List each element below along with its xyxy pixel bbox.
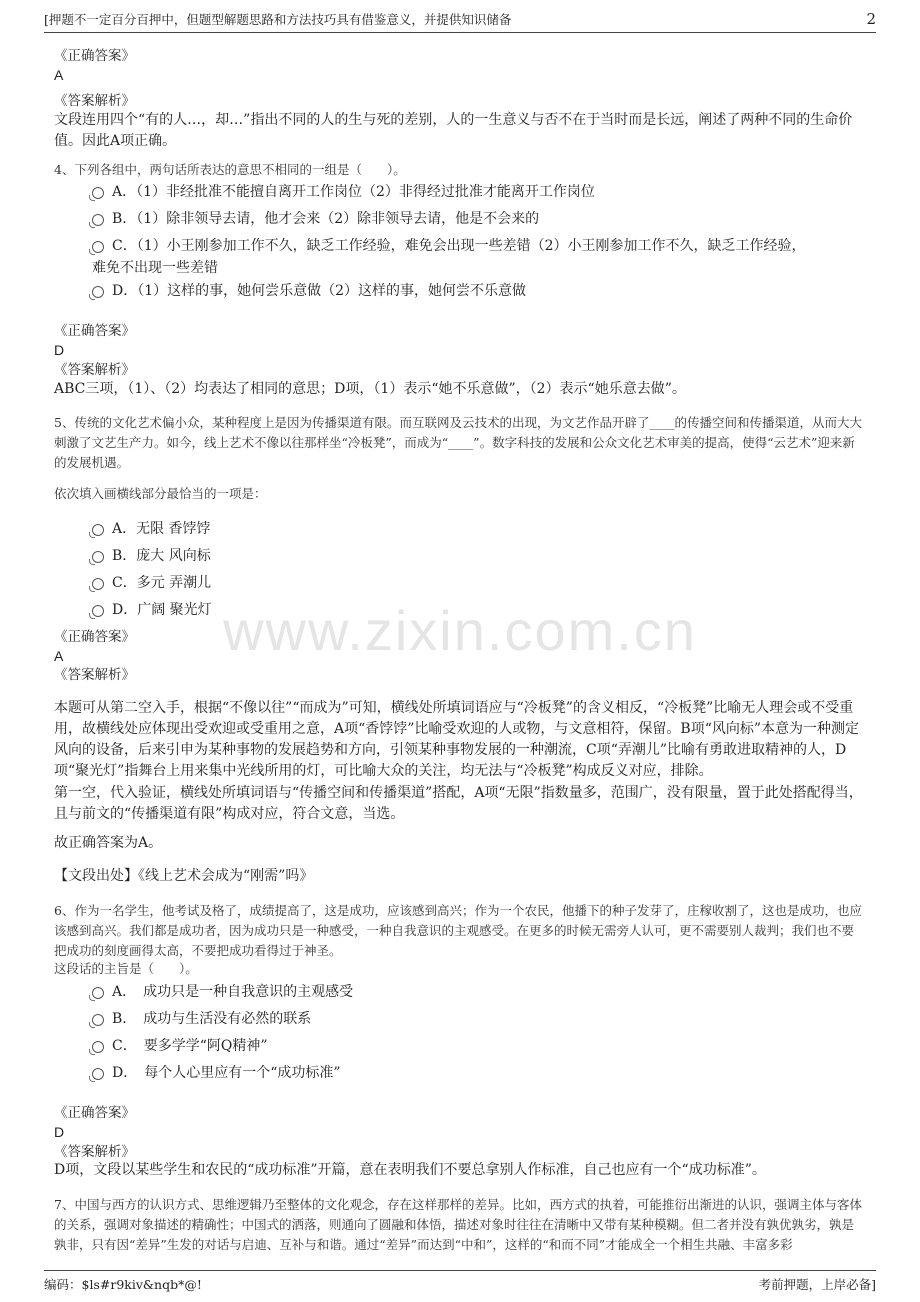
q5-correct-answer: A: [54, 648, 64, 664]
q6-explain-label: 《答案解析》: [54, 1144, 135, 1160]
footer-code: 编码：$ls#r9kiv&nqb*@!: [44, 1277, 202, 1292]
radio-icon[interactable]: [92, 1041, 104, 1053]
q5-question: 5、传统的文化艺术偏小众，某种程度上是因为传播渠道有限。而互联网及云技术的出现，为文艺作品开辟了____的传播空间和传播渠道，从而大大刺激了文艺生产力。如今，线上艺术不像以往那样坐“冷板凳”，而成为“____”。数字科技的发展和公众文化艺术审美的提高，使得“云艺术”迎来新的发展机遇。: [54, 415, 862, 470]
q5-source: 【文段出处】《线上艺术会成为“刚需”吗》: [54, 868, 314, 884]
q4-correct-label: 《正确答案》: [54, 323, 135, 339]
q6-prompt: 这段话的主旨是（ ）。: [54, 961, 198, 976]
q3-correct-label: 《正确答案》: [54, 48, 135, 64]
footer-slogan: 考前押题，上岸必备]: [758, 1277, 876, 1292]
q4-option-c[interactable]: C．（1）小王刚参加工作不久，缺乏工作经验，难免会出现一些差错（2）小王刚参加工作不久，缺乏工作经验，: [92, 235, 872, 257]
radio-icon[interactable]: [92, 1014, 104, 1026]
radio-icon[interactable]: [92, 187, 104, 199]
q5-explanation-3: 故正确答案为A。: [54, 835, 163, 851]
q6-question: 6、作为一名学生，他考试及格了，成绩提高了，这是成功，应该感到高兴；作为一个农民，他播下的种子发芽了，庄稼收割了，这也是成功，也应该感到高兴。我们都是成功者，因为成功只是一种感受，一种自我意识的主观感受。在更多的时候无需旁人认可，更不需要别人裁判；我们也不要把成功的刻度画得太高，不要把成功看得过于神圣。: [54, 903, 862, 958]
page-number: 2: [866, 10, 876, 28]
q6-option-d[interactable]: D． 每个人心里应有一个“成功标准”: [92, 1062, 872, 1084]
q6-option-c[interactable]: C． 要多学学“阿Q精神”: [92, 1035, 872, 1057]
q4-option-d[interactable]: D．（1）这样的事，她何尝乐意做（2）这样的事，她何尝不乐意做: [92, 280, 872, 302]
radio-icon[interactable]: [92, 524, 104, 536]
radio-icon[interactable]: [92, 241, 104, 253]
radio-icon[interactable]: [92, 286, 104, 298]
q5-explanation-1: 本题可从第二空入手，根据“不像以往”“而成为”可知，横线处所填词语应与“冷板凳”的含义相反，“冷板凳”比喻无人理会或不受重用，故横线处应体现出受欢迎或受重用之意，A项“香饽饽”比喻受欢迎的人或物，与文意相符，保留。B项“风向标”本意为一种测定风向的设备，后来引申为某种事物的发展趋势和方向，引领某种事物发展的一种潮流，C项“弄潮儿”比喻有勇敢进取精神的人，D项“聚光灯”指舞台上用来集中光线所用的灯，可比喻大众的关注，均无法与“冷板凳”构成反义对应，排除。: [54, 700, 860, 779]
q4-explain-label: 《答案解析》: [54, 362, 135, 378]
q4-explanation: ABC三项，（1）、（2）均表达了相同的意思；D项，（1）表示“她不乐意做”，（2）表示“她乐意去做”。: [54, 381, 686, 397]
q7-question: 7、中国与西方的认识方式、思维逻辑乃至整体的文化观念，存在这样那样的差异。比如，西方式的执着，可能推衍出渐进的认识，强调主体与客体的关系，强调对象描述的精确性；中国式的洒落，则通向了圆融和体悟，描述对象时往往在清晰中又带有某种模糊。但二者并没有孰优孰劣，孰是孰非，只有因“差异”生发的对话与启迪、互补与和谐。通过“差异”而达到“中和”，这样的“和而不同”才能成全一个相生共融、丰富多彩: [54, 1197, 862, 1252]
q4-option-a[interactable]: A．（1）非经批准不能擅自离开工作岗位（2）非得经过批准才能离开工作岗位: [92, 181, 872, 203]
radio-icon[interactable]: [92, 1068, 104, 1080]
page-footer: [44, 1270, 876, 1293]
radio-icon[interactable]: [92, 214, 104, 226]
q3-explanation: 文段连用四个“有的人…，却…”指出不同的人的生与死的差别，人的一生意义与否不在于当时而是长远，阐述了两种不同的生命价值。因此A项正确。: [54, 112, 853, 149]
radio-icon[interactable]: [92, 578, 104, 590]
q5-explanation-2: 第一空，代入验证，横线处所填词语与“传播空间和传播渠道”搭配，A项“无限”指数量多，范围广，没有限量，置于此处搭配得当，且与前文的“传播渠道有限”构成对应，符合文意，当选。: [54, 785, 863, 822]
radio-icon[interactable]: [92, 551, 104, 563]
watermark: www.zixin.com.cn: [223, 599, 697, 662]
header-text: [押题不一定百分百押中，但题型解题思路和方法技巧具有借鉴意义，并提供知识储备: [44, 12, 512, 27]
q4-option-b[interactable]: B．（1）除非领导去请，他才会来（2）除非领导去请，他是不会来的: [92, 208, 872, 230]
q5-option-a[interactable]: A．无限 香饽饽: [92, 518, 872, 540]
q4-correct-answer: D: [54, 342, 65, 358]
q4-option-c-cont: 难免不出现一些差错: [92, 260, 218, 276]
q6-option-a[interactable]: A． 成功只是一种自我意识的主观感受: [92, 981, 872, 1003]
radio-icon[interactable]: [92, 987, 104, 999]
q6-correct-label: 《正确答案》: [54, 1105, 135, 1121]
q5-explain-label: 《答案解析》: [54, 667, 135, 683]
q6-explanation: D项，文段以某些学生和农民的“成功标准”开篇，意在表明我们不要总拿别人作标准，自己也应有一个“成功标准”。: [54, 1162, 766, 1178]
q5-prompt: 依次填入画横线部分最恰当的一项是：: [54, 486, 267, 501]
page-header: [44, 10, 876, 33]
q6-correct-answer: D: [54, 1124, 65, 1140]
q5-option-c[interactable]: C．多元 弄潮儿: [92, 572, 872, 594]
q5-correct-label: 《正确答案》: [54, 629, 135, 645]
q3-explain-label: 《答案解析》: [54, 93, 135, 109]
q3-correct-answer: A: [54, 67, 64, 83]
q5-option-b[interactable]: B．庞大 风向标: [92, 545, 872, 567]
q6-option-b[interactable]: B． 成功与生活没有必然的联系: [92, 1008, 872, 1030]
q4-question: 4、下列各组中，两句话所表达的意思不相同的一组是（ ）。: [54, 162, 406, 177]
q5-option-d[interactable]: D．广阔 聚光灯: [92, 599, 872, 621]
